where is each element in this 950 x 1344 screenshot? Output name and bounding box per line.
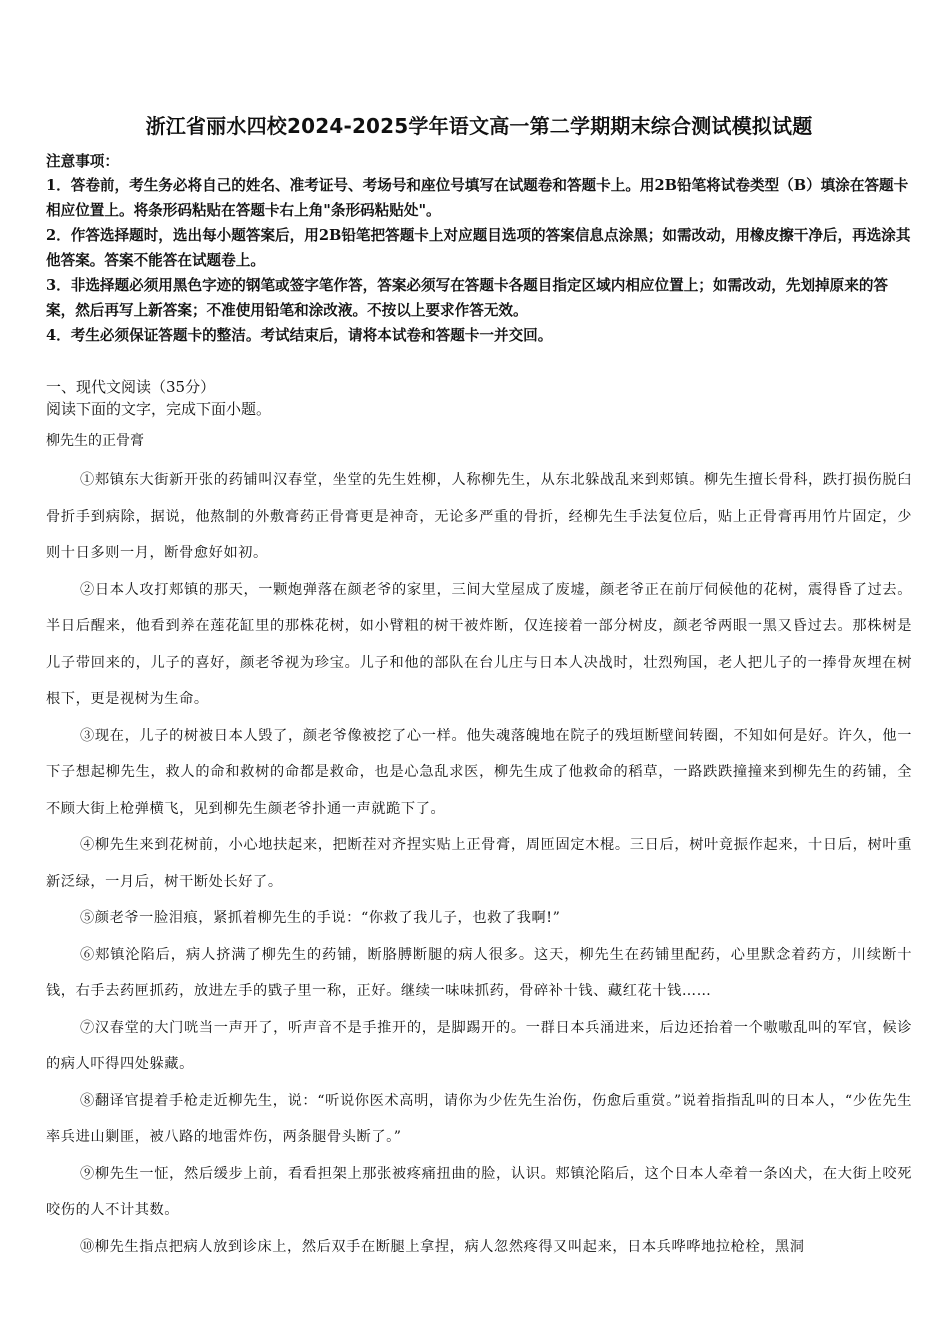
notice-header: 注意事项： [46,153,119,170]
notice-item-4: 4．考生必须保证答题卡的整洁。考试结束后，请将本试卷和答题卡一并交回。 [46,327,553,344]
paragraph-10: ⑩柳先生指点把病人放到诊床上，然后双手在断腿上拿捏，病人忽然疼得又叫起来，日本兵哗哗地拉枪栓，黑洞 [80,1238,805,1255]
notice-item-3: 3．非选择题必须用黑色字迹的钢笔或签字笔作答，答案必须写在答题卡各题目指定区域内相应位置上；如需改动，先划掉原来的答案，然后再写上新答案；不准使用铅笔和涂改液。不按以上要求作答无效。 [46,277,889,319]
story-title: 柳先生的正骨膏 [46,433,144,449]
exam-title: 浙江省丽水四校2024-2025学年语文高一第二学期期末综合测试模拟试题 [145,114,813,138]
notice-item-1: 1．答卷前，考生务必将自己的姓名、准考证号、考场号和座位号填写在试题卷和答题卡上。用2B铅笔将试卷类型（B）填涂在答题卡相应位置上。将条形码粘贴在答题卡右上角"条形码粘贴处"。 [46,177,909,219]
paragraph-8: ⑧翻译官提着手枪走近柳先生，说：“听说你医术高明，请你为少佐先生治伤，伤愈后重赏。”说着指指乱叫的日本人，“少佐先生率兵进山剿匪，被八路的地雷炸伤，两条腿骨头断了。” [46,1092,912,1145]
story-body [46,462,912,1265]
section-heading: 一、现代文阅读（35分） [46,378,216,396]
paragraph-4: ④柳先生来到花树前，小心地扶起来，把断茬对齐捏实贴上正骨膏，周匝固定木棍。三日后，树叶竟振作起来，十日后，树叶重新泛绿，一月后，树干断处长好了。 [46,837,912,890]
paragraph-3: ③现在，儿子的树被日本人毁了，颜老爷像被挖了心一样。他失魂落魄地在院子的残垣断壁间转圈，不知如何是好。许久，他一下子想起柳先生，救人的命和救树的命都是救命，也是心急乱求医，柳先生成了他救命的稻草，一路跌跌撞撞来到柳先生的药铺，全不顾大街上枪弹横飞，见到柳先生颜老爷扑通一声就跪下了。 [46,727,912,817]
paragraph-2: ②日本人攻打郏镇的那天，一颗炮弹落在颜老爷的家里，三间大堂屋成了废墟，颜老爷正在前厅伺候他的花树，震得昏了过去。半日后醒来，他看到养在莲花缸里的那株花树，如小臂粗的树干被炸断，仅连接着一部分树皮，颜老爷两眼一黑又昏过去。那株树是儿子带回来的，儿子的喜好，颜老爷视为珍宝。儿子和他的部队在台儿庄与日本人决战时，壮烈殉国，老人把儿子的一捧骨灰埋在树根下，更是视树为生命。 [46,581,912,707]
notice-block [46,151,912,348]
paragraph-1: ①郏镇东大街新开张的药铺叫汉春堂，坐堂的先生姓柳，人称柳先生，从东北躲战乱来到郏镇。柳先生擅长骨科，跌打损伤脱臼骨折手到病除，据说，他熬制的外敷膏药正骨膏更是神奇，无论多严重的骨折，经柳先生手法复位后，贴上正骨膏再用竹片固定，少则十日多则一月，断骨愈好如初。 [46,472,912,561]
paragraph-6: ⑥郏镇沦陷后，病人挤满了柳先生的药铺，断胳膊断腿的病人很多。这天，柳先生在药铺里配药，心里默念着药方，川续断十钱，右手去药匣抓药，放进左手的戥子里一称，正好。继续一味味抓药，骨碎补十钱、藏红花十钱…… [46,946,912,999]
paragraph-9: ⑨柳先生一怔，然后缓步上前，看看担架上那张被疼痛扭曲的脸，认识。郏镇沦陷后，这个日本人牵着一条凶犬，在大街上咬死咬伤的人不计其数。 [46,1165,912,1218]
exam-page [46,110,912,1265]
paragraph-5: ⑤颜老爷一脸泪痕，紧抓着柳先生的手说：“你救了我儿子，也救了我啊!” [80,910,561,926]
reading-instruction: 阅读下面的文字，完成下面小题。 [46,400,272,418]
paragraph-7: ⑦汉春堂的大门咣当一声开了，听声音不是手推开的，是脚踢开的。一群日本兵涌进来，后边还抬着一个嗷嗷乱叫的军官，候诊的病人吓得四处躲藏。 [46,1019,912,1072]
notice-item-2: 2．作答选择题时，选出每小题答案后，用2B铅笔把答题卡上对应题目选项的答案信息点涂黑；如需改动，用橡皮擦干净后，再选涂其他答案。答案不能答在试题卷上。 [46,227,911,269]
